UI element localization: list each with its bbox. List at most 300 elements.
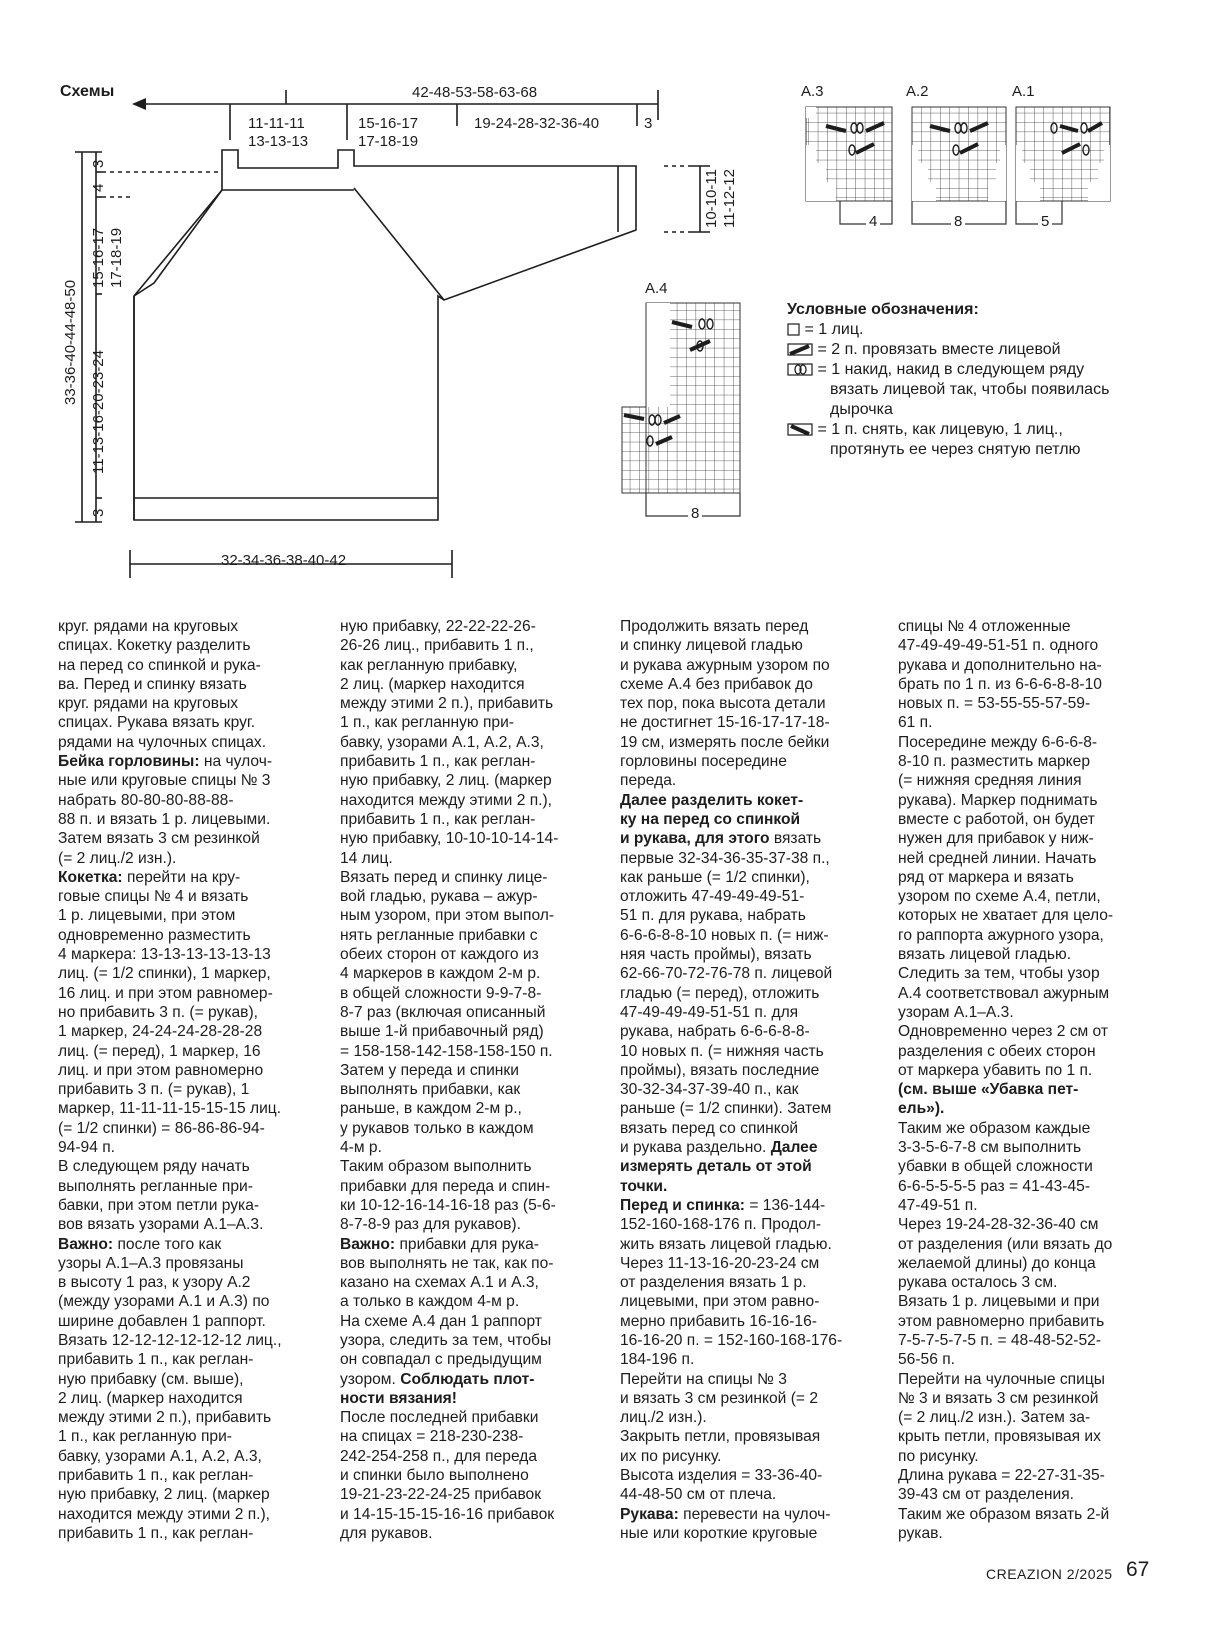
text-line xyxy=(58,1138,328,1157)
plain-text: прибавки для переда и спин- xyxy=(340,1177,551,1195)
plain-text: ную прибавку, 10-10-10-14-14- xyxy=(340,830,559,848)
plain-text: узора, следить за тем, чтобы xyxy=(340,1331,552,1349)
text-line xyxy=(898,1466,1168,1485)
chart-a1-repeat: 5 xyxy=(1038,213,1052,230)
text-line xyxy=(620,1254,890,1273)
text-line xyxy=(620,1524,890,1543)
text-line xyxy=(620,1099,890,1118)
k2tog-symbol-icon xyxy=(787,343,813,356)
plain-text: 26-26 лиц., прибавить 1 п., xyxy=(340,637,534,655)
plain-text: спицах. Кокетку разделить xyxy=(58,637,251,655)
plain-text: а только в каждом 4-м р. xyxy=(340,1293,520,1311)
text-line xyxy=(620,984,890,1003)
text-line xyxy=(58,984,328,1003)
plain-text: брать по 1 п. из 6-6-6-8-8-10 xyxy=(898,675,1102,693)
text-line xyxy=(620,694,890,713)
text-line xyxy=(898,887,1168,906)
text-line xyxy=(340,964,610,983)
bold-text: ель»). xyxy=(898,1100,945,1118)
chart-a4 xyxy=(0,0,1211,600)
plain-text: Длина рукава = 22-27-31-35- xyxy=(898,1467,1105,1485)
left-total-height: 33-36-40-44-48-50 xyxy=(62,279,79,405)
legend-knit xyxy=(787,320,863,340)
bold-text: Соблюдать плот- xyxy=(400,1370,535,1388)
text-line xyxy=(620,636,890,655)
plain-text: прибавить 1 п., как реглан- xyxy=(58,1467,254,1485)
text-line xyxy=(340,752,610,771)
plain-text: и спинку лицевой гладью xyxy=(620,637,803,655)
text-line xyxy=(58,1370,328,1389)
text-line xyxy=(620,868,890,887)
plain-text: 16 лиц. и при этом равномер- xyxy=(58,984,273,1002)
plain-text: узоры А.1–А.3 провязаны xyxy=(58,1254,244,1272)
plain-text: (= 1/2 спинки) = 86-86-86-94- xyxy=(58,1119,265,1137)
bold-text: Бейка горловины: xyxy=(58,753,200,771)
plain-text: проймы), вязать последние xyxy=(620,1061,820,1079)
text-line xyxy=(620,964,890,983)
text-line xyxy=(58,694,328,713)
plain-text: 1 р. лицевыми, при этом xyxy=(58,907,236,925)
plain-text: нять регланные прибавки с xyxy=(340,926,538,944)
text-line xyxy=(898,1215,1168,1234)
text-line xyxy=(58,1196,328,1215)
text-line xyxy=(58,1312,328,1331)
plain-text: спицах. Рукава вязать круг. xyxy=(58,714,256,732)
text-line xyxy=(58,1350,328,1369)
text-line xyxy=(58,752,328,771)
plain-text: 8-7-8-9 раз для рукавов). xyxy=(340,1216,521,1234)
text-line xyxy=(898,1177,1168,1196)
text-line xyxy=(620,1350,890,1369)
plain-text: 51 п. для рукава, набрать xyxy=(620,907,806,925)
plain-text: он совпадал с предыдущим xyxy=(340,1351,542,1369)
plain-text: Таким же образом каждые xyxy=(898,1119,1091,1137)
plain-text: 88 п. и вязать 1 р. лицевыми. xyxy=(58,810,271,828)
text-line xyxy=(340,1466,610,1485)
plain-text: нужен для прибавок у ниж- xyxy=(898,830,1094,848)
chart-a2-label: A.2 xyxy=(906,83,929,100)
text-line xyxy=(58,656,328,675)
bold-text: точки. xyxy=(620,1177,668,1195)
text-line xyxy=(898,1138,1168,1157)
bold-text: измерять деталь от этой xyxy=(620,1158,812,1176)
left-yoke-height-a: 15-16-17 xyxy=(90,227,107,288)
text-line xyxy=(620,771,890,790)
text-line xyxy=(340,617,610,636)
text-line xyxy=(898,810,1168,829)
text-line xyxy=(898,1370,1168,1389)
plain-text: вов вязать узорами А.1–А.3. xyxy=(58,1216,264,1234)
text-line xyxy=(620,656,890,675)
plain-text: ную прибавку (см. выше), xyxy=(58,1370,244,1388)
sleeve-width-a: 10-10-11 xyxy=(703,169,720,228)
text-line xyxy=(340,1292,610,1311)
plain-text: в общей сложности 9-9-7-8- xyxy=(340,984,542,1002)
plain-text: рукав. xyxy=(898,1524,943,1542)
plain-text: бавки, при этом петли рука- xyxy=(58,1196,260,1214)
plain-text: лицевыми, при этом равно- xyxy=(620,1293,820,1311)
legend-skpo-text-1: = 1 п. снять, как лицевую, 1 лиц., xyxy=(817,421,1063,438)
text-line xyxy=(340,1119,610,1138)
plain-text: Продолжить вязать перед xyxy=(620,618,809,635)
chart-a4-repeat: 8 xyxy=(688,505,702,522)
text-line xyxy=(898,1273,1168,1292)
text-line xyxy=(58,617,328,636)
plain-text: 14 лиц. xyxy=(340,849,393,867)
text-line xyxy=(898,656,1168,675)
plain-text: узором по схеме А.4, петли, xyxy=(898,888,1101,906)
plain-text: говые спицы № 4 и вязать xyxy=(58,888,249,906)
plain-text: Закрыть петли, провязывая xyxy=(620,1428,821,1446)
text-line xyxy=(620,1061,890,1080)
text-line xyxy=(898,1235,1168,1254)
plain-text: ней средней линии. Начать xyxy=(898,849,1097,867)
text-line xyxy=(620,926,890,945)
text-line xyxy=(898,1196,1168,1215)
text-line xyxy=(58,1080,328,1099)
plain-text: обеих сторон от каждого из xyxy=(340,946,539,964)
plain-text: гладью (= перед), отложить xyxy=(620,984,820,1002)
text-line xyxy=(898,1505,1168,1524)
text-line xyxy=(898,733,1168,752)
text-line xyxy=(620,1157,890,1176)
text-line xyxy=(620,1215,890,1234)
plain-text: Затем вязать 3 см резинкой xyxy=(58,830,260,848)
bold-text: ку на перед со спинкой xyxy=(620,810,801,828)
text-line xyxy=(898,906,1168,925)
text-line xyxy=(340,1505,610,1524)
plain-text: 10 новых п. (= нижняя часть xyxy=(620,1042,824,1060)
text-line xyxy=(340,733,610,752)
text-line xyxy=(58,1466,328,1485)
bold-text: ности вязания! xyxy=(340,1389,457,1407)
plain-text: Таким же образом вязать 2-й xyxy=(898,1505,1110,1523)
plain-text: 56-56 п. xyxy=(898,1351,955,1369)
text-line xyxy=(620,1447,890,1466)
plain-text: Через 19-24-28-32-36-40 см xyxy=(898,1216,1099,1234)
legend-yo xyxy=(787,360,1084,380)
text-line xyxy=(620,1408,890,1427)
text-line xyxy=(340,1099,610,1118)
plain-text: находится между этими 2 п.), xyxy=(340,791,552,809)
plain-text: Посередине между 6-6-6-8- xyxy=(898,733,1098,751)
text-column-1 xyxy=(58,617,328,1543)
top-neck-width-b: 13-13-13 xyxy=(248,133,309,150)
text-line xyxy=(340,1312,610,1331)
text-line xyxy=(340,887,610,906)
plain-text: 4-м р. xyxy=(340,1139,382,1157)
text-line xyxy=(340,810,610,829)
legend-k2tog xyxy=(787,340,1061,360)
text-line xyxy=(340,1157,610,1176)
plain-text: лиц. (= 1/2 спинки), 1 маркер, xyxy=(58,965,271,983)
plain-text: прибавить 1 п., как реглан- xyxy=(58,1524,254,1542)
plain-text: их по рисунку. xyxy=(620,1447,722,1465)
text-line xyxy=(620,1003,890,1022)
text-column-2 xyxy=(340,617,610,1543)
text-line xyxy=(898,1485,1168,1504)
left-body-height: 11-13-16-20-23-24 xyxy=(90,350,107,474)
plain-text: ную прибавку, 2 лиц. (маркер xyxy=(340,772,552,790)
plain-text: но прибавить 3 п. (= рукав), xyxy=(58,1003,258,1021)
text-line xyxy=(58,791,328,810)
text-line xyxy=(340,1485,610,1504)
text-line xyxy=(58,906,328,925)
text-line xyxy=(58,1022,328,1041)
text-line xyxy=(898,1119,1168,1138)
text-line xyxy=(340,1215,610,1234)
sleeve-width-b: 11-12-12 xyxy=(721,169,738,228)
text-line xyxy=(620,713,890,732)
top-cuff-length: 3 xyxy=(644,115,653,132)
plain-text: ным узором, при этом выпол- xyxy=(340,907,555,925)
plain-text: = 158-158-142-158-158-150 п. xyxy=(340,1042,553,1060)
plain-text: прибавить 1 п., как реглан- xyxy=(340,810,536,828)
text-line xyxy=(340,906,610,925)
plain-text: лиц./2 изн.). xyxy=(620,1409,707,1427)
text-line xyxy=(898,1447,1168,1466)
text-line xyxy=(898,636,1168,655)
left-neckband-3: 3 xyxy=(90,159,107,168)
text-line xyxy=(620,1196,890,1215)
bold-text: Рукава: xyxy=(620,1505,679,1523)
text-line xyxy=(58,964,328,983)
plain-text: бавку, узорами А.1, А.2, А.3, xyxy=(340,733,544,751)
plain-text: 19 см, измерять после бейки xyxy=(620,733,830,751)
text-line xyxy=(58,810,328,829)
text-line xyxy=(620,752,890,771)
text-line xyxy=(340,1061,610,1080)
plain-text: от разделения вязать 1 р. xyxy=(620,1274,807,1292)
plain-text: переда. xyxy=(620,772,677,790)
plain-text: 94-94 п. xyxy=(58,1139,115,1157)
plain-text: 242-254-258 п., для переда xyxy=(340,1447,538,1465)
plain-text: бавку, узорами А.1, А.2, А.3, xyxy=(58,1447,262,1465)
plain-text: ные или короткие круговые xyxy=(620,1524,818,1542)
plain-text: 1 п., как регланную при- xyxy=(58,1428,232,1446)
plain-text: 1 маркер, 24-24-24-28-28-28 xyxy=(58,1023,263,1041)
text-line xyxy=(898,984,1168,1003)
text-line xyxy=(898,964,1168,983)
plain-text: и рукава раздельно. xyxy=(620,1139,771,1157)
plain-text: ва. Перед и спинку вязать xyxy=(58,675,247,693)
text-line xyxy=(620,791,890,810)
plain-text: 47-49-49-49-51-51 п. для xyxy=(620,1003,799,1021)
text-line xyxy=(898,868,1168,887)
text-line xyxy=(340,1350,610,1369)
bold-text: Кокетка: xyxy=(58,868,123,886)
text-line xyxy=(58,1485,328,1504)
plain-text: 8-10 п. разместить маркер xyxy=(898,753,1091,771)
text-line xyxy=(620,733,890,752)
text-line xyxy=(898,1061,1168,1080)
text-line xyxy=(58,887,328,906)
plain-text: 44-48-50 см от плеча. xyxy=(620,1486,777,1504)
text-line xyxy=(620,1235,890,1254)
plain-text: ряд от маркера и вязать xyxy=(898,868,1074,886)
chart-a2-repeat: 8 xyxy=(951,213,965,230)
text-line xyxy=(898,1408,1168,1427)
text-line xyxy=(898,1524,1168,1543)
plain-text: На схеме А.4 дан 1 раппорт xyxy=(340,1312,542,1330)
plain-text: 1 п., как регланную при- xyxy=(340,714,514,732)
text-line xyxy=(340,1003,610,1022)
left-yoke-height-b: 17-18-19 xyxy=(108,227,125,288)
text-line xyxy=(340,1370,610,1389)
top-sleeve-length: 19-24-28-32-36-40 xyxy=(474,115,600,132)
text-line xyxy=(340,771,610,790)
plain-text: Вязать перед и спинку лице- xyxy=(340,868,548,886)
left-yoke-4: 4 xyxy=(90,183,107,192)
plain-text: вов выполнять не так, как по- xyxy=(340,1254,554,1272)
text-line xyxy=(620,1119,890,1138)
plain-text: от разделения (или вязать до xyxy=(898,1235,1113,1253)
text-line xyxy=(340,926,610,945)
text-line xyxy=(340,829,610,848)
text-line xyxy=(620,1312,890,1331)
text-line xyxy=(58,1235,328,1254)
text-line xyxy=(58,1524,328,1543)
text-line xyxy=(58,636,328,655)
bold-text: Важно: xyxy=(340,1235,396,1253)
left-rib-3: 3 xyxy=(90,508,107,517)
plain-text: отложить 47-49-49-49-51- xyxy=(620,888,805,906)
plain-text: В следующем ряду начать xyxy=(58,1158,250,1176)
plain-text: 4 маркеров в каждом 2-м р. xyxy=(340,965,541,983)
plain-text: после того как xyxy=(113,1235,222,1253)
text-line xyxy=(58,849,328,868)
text-line xyxy=(620,887,890,906)
plain-text: 2 лиц. (маркер находится xyxy=(58,1389,243,1407)
text-line xyxy=(898,1042,1168,1061)
plain-text: (= нижняя средняя линия xyxy=(898,772,1082,790)
text-line xyxy=(340,1427,610,1446)
plain-text: разделения с обеих сторон xyxy=(898,1042,1096,1060)
bold-text: Далее разделить кокет- xyxy=(620,791,804,809)
text-line xyxy=(898,1022,1168,1041)
text-line xyxy=(58,1119,328,1138)
text-line xyxy=(340,1447,610,1466)
plain-text: Одновременно через 2 см от xyxy=(898,1023,1109,1041)
plain-text: 47-49-49-49-51-51 п. одного xyxy=(898,637,1099,655)
text-line xyxy=(340,1022,610,1041)
text-line xyxy=(58,1177,328,1196)
plain-text: узором. xyxy=(340,1370,401,1388)
plain-text: для рукавов. xyxy=(340,1524,433,1542)
text-line xyxy=(340,984,610,1003)
skpo-symbol-icon xyxy=(787,423,813,436)
plain-text: 19-21-23-22-24-25 прибавок xyxy=(340,1486,542,1504)
text-line xyxy=(620,1177,890,1196)
text-line xyxy=(340,1273,610,1292)
text-line xyxy=(58,868,328,887)
plain-text: 6-6-5-5-5-5 раз = 41-43-45- xyxy=(898,1177,1091,1195)
text-line xyxy=(340,656,610,675)
text-line xyxy=(58,1215,328,1234)
text-line xyxy=(58,1389,328,1408)
plain-text: на чулоч- xyxy=(199,753,273,771)
plain-text: новых п. = 53-55-55-57-59- xyxy=(898,695,1091,713)
text-line xyxy=(898,1389,1168,1408)
text-line xyxy=(340,1080,610,1099)
bold-text: Важно: xyxy=(58,1235,114,1253)
plain-text: убавки в общей сложности xyxy=(898,1158,1093,1176)
text-line xyxy=(340,1177,610,1196)
text-line xyxy=(620,1022,890,1041)
text-line xyxy=(58,1505,328,1524)
plain-text: спицы № 4 отложенные xyxy=(898,618,1071,635)
top-shoulder-width-a: 15-16-17 xyxy=(358,115,419,132)
plain-text: первые 32-34-36-35-37-38 п., xyxy=(620,849,830,867)
text-line xyxy=(58,1061,328,1080)
text-line xyxy=(340,1524,610,1543)
text-line xyxy=(340,868,610,887)
plain-text: Следить за тем, чтобы узор xyxy=(898,965,1100,983)
bold-text: Перед и спинка: xyxy=(620,1196,745,1214)
text-line xyxy=(620,906,890,925)
plain-text: ную прибавку, 2 лиц. (маркер xyxy=(58,1486,270,1504)
text-line xyxy=(898,1427,1168,1446)
plain-text: этом равномерно прибавить xyxy=(898,1312,1105,1330)
plain-text: от маркера убавить по 1 п. xyxy=(898,1061,1093,1079)
plain-text: лиц. и при этом равномерно xyxy=(58,1061,264,1079)
plain-text: рукава осталось 3 см. xyxy=(898,1274,1058,1292)
plain-text: рядами на чулочных спицах. xyxy=(58,733,267,751)
plain-text: Вязать 12-12-12-12-12-12 лиц., xyxy=(58,1331,282,1349)
plain-text: в высоту 1 раз, к узору А.2 xyxy=(58,1274,251,1292)
plain-text: как раньше (= 1/2 спинки), xyxy=(620,868,810,886)
plain-text: рукава и дополнительно на- xyxy=(898,656,1102,674)
plain-text: казано на схемах А.1 и А.3, xyxy=(340,1274,539,1292)
plain-text: 8-7 раз (включая описанный xyxy=(340,1003,546,1021)
text-line xyxy=(58,1447,328,1466)
text-line xyxy=(620,1427,890,1446)
text-line xyxy=(58,1273,328,1292)
text-line xyxy=(898,1003,1168,1022)
plain-text: (= 2 лиц./2 изн.). xyxy=(58,849,177,867)
text-line xyxy=(340,1389,610,1408)
plain-text: круг. рядами на круговых xyxy=(58,695,239,713)
plain-text: перевести на чулоч- xyxy=(678,1505,831,1523)
chart-a4-grid xyxy=(622,303,740,516)
plain-text: у рукавов только в каждом xyxy=(340,1119,534,1137)
plain-text: 62-66-70-72-76-78 п. лицевой xyxy=(620,965,833,983)
legend-yo-cont-2: дырочка xyxy=(830,401,893,418)
plain-text: ную прибавку, 22-22-22-26- xyxy=(340,618,536,635)
plain-text: (= 2 лиц./2 изн.). Затем за- xyxy=(898,1409,1091,1427)
schematic-title: Схемы xyxy=(60,83,115,100)
text-line xyxy=(340,945,610,964)
text-line xyxy=(898,849,1168,868)
plain-text: тех пор, пока высота детали xyxy=(620,695,826,713)
text-line xyxy=(620,1505,890,1524)
plain-text: 7-5-7-5-7-5 п. = 48-48-52-52- xyxy=(898,1331,1102,1349)
text-line xyxy=(58,675,328,694)
plain-text: как регланную прибавку, xyxy=(340,656,518,674)
text-line xyxy=(898,1312,1168,1331)
chart-a3-label: A.3 xyxy=(801,83,824,100)
text-line xyxy=(620,849,890,868)
plain-text: 61 п. xyxy=(898,714,933,732)
plain-text: выполнять прибавки, как xyxy=(340,1081,521,1099)
plain-text: и 14-15-15-15-16-16 прибавок xyxy=(340,1505,555,1523)
text-line xyxy=(58,945,328,964)
plain-text: вязать лицевой гладью. xyxy=(898,946,1072,964)
plain-text: ные или круговые спицы № 3 xyxy=(58,772,271,790)
text-line xyxy=(58,1042,328,1061)
plain-text: и спинки было выполнено xyxy=(340,1467,529,1485)
plain-text: А.4 соответствовал ажурным xyxy=(898,984,1110,1002)
